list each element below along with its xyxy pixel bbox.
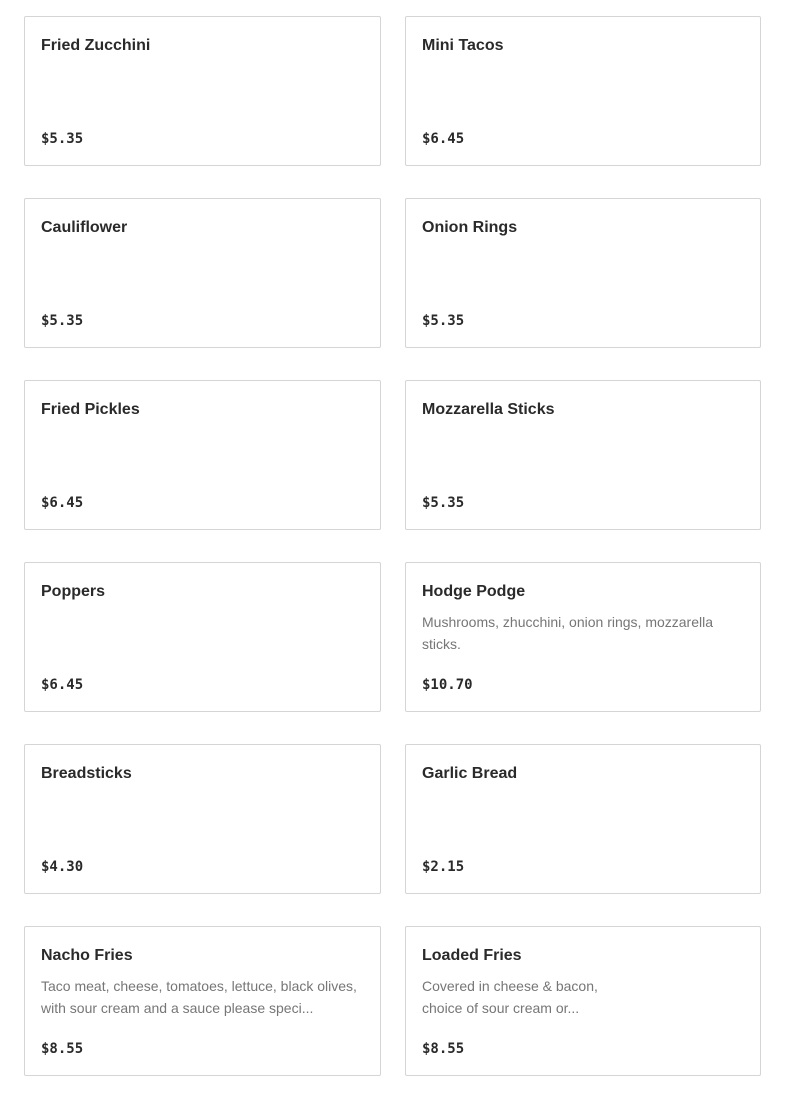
menu-item-card-fried-zucchini[interactable]	[24, 16, 381, 166]
menu-item-card-mini-tacos[interactable]	[405, 16, 761, 166]
menu-item-name: Fried Pickles	[41, 401, 140, 418]
menu-item-price: $5.35	[41, 313, 84, 329]
menu-item-name: Onion Rings	[422, 219, 518, 236]
menu-item-description: Covered in cheese & bacon, choice of sour cream or...	[422, 978, 598, 1016]
menu-item-price: $8.55	[41, 1041, 84, 1057]
menu-item-card-onion-rings[interactable]	[405, 198, 761, 348]
menu-item-price: $8.55	[422, 1041, 465, 1057]
menu-item-name: Breadsticks	[41, 765, 132, 782]
menu-item-name: Mini Tacos	[422, 37, 504, 54]
menu-item-price: $10.70	[422, 677, 473, 693]
menu-item-card-garlic-bread[interactable]	[405, 744, 761, 894]
menu-item-name: Garlic Bread	[422, 765, 518, 782]
menu-item-description: Taco meat, cheese, tomatoes, lettuce, black olives, with sour cream and a sauce please speci...	[41, 978, 357, 1016]
menu-item-name: Hodge Podge	[422, 583, 526, 600]
menu-item-price: $6.45	[422, 131, 465, 147]
menu-item-price: $5.35	[422, 495, 465, 511]
menu-item-card-fried-pickles[interactable]	[24, 380, 381, 530]
menu-item-card-cauliflower[interactable]	[24, 198, 381, 348]
menu-item-price: $5.35	[422, 313, 465, 329]
menu-item-price: $4.30	[41, 859, 84, 875]
menu-item-price: $6.45	[41, 495, 84, 511]
menu-item-card-hodge-podge[interactable]	[405, 562, 761, 712]
menu-item-card-breadsticks[interactable]	[24, 744, 381, 894]
menu-item-name: Loaded Fries	[422, 947, 522, 964]
menu-item-name: Poppers	[41, 583, 106, 600]
menu-item-card-nacho-fries[interactable]	[24, 926, 381, 1076]
menu-item-name: Mozzarella Sticks	[422, 401, 555, 418]
menu-item-name: Nacho Fries	[41, 947, 133, 964]
menu-item-card-poppers[interactable]	[24, 562, 381, 712]
menu-item-description: Mushrooms, zhucchini, onion rings, mozzarella sticks.	[422, 614, 714, 652]
menu-item-name: Fried Zucchini	[41, 37, 151, 54]
menu-item-name: Cauliflower	[41, 219, 128, 236]
menu-item-price: $2.15	[422, 859, 465, 875]
menu-item-price: $6.45	[41, 677, 84, 693]
menu-item-card-mozzarella-sticks[interactable]	[405, 380, 761, 530]
menu-items-grid	[24, 16, 761, 1076]
menu-item-price: $5.35	[41, 131, 84, 147]
menu-item-card-loaded-fries[interactable]	[405, 926, 761, 1076]
